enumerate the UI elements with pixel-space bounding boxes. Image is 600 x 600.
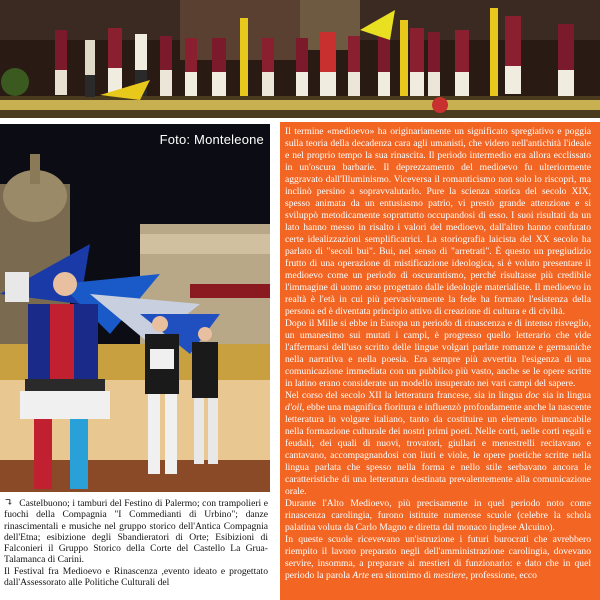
pointing-hand-icon: ↴	[4, 497, 14, 509]
photo-caption	[4, 498, 268, 588]
parade-photo-drawing	[0, 0, 600, 118]
article-box	[280, 122, 600, 600]
article-body	[285, 126, 591, 582]
flag-wavers-photo	[0, 124, 270, 492]
article-paragraph: Nel corso del secolo XII la letteratura francese, sia in lingua doc sia in lingua d'oil, ebbe una magnifica fioritura e influenzò profondamente anche la nascente letteratura in volgare italiano, tanto da costituire un elemento immancabile nella formazione culturale dei nostri primi poeti. Nelle corti, nelle corti regali e feudali, dei quali di nuovi, trovatori, giullari e menestrelli recitavano e cantavano, accompagnandosi con liuti e viole, le opere poetiche scritte nella lingua parlata che spesso nella forma e nello stile serbavano ancora le caratteristiche di una letteratura destinata prevalentemente alla comunicazione orale.	[285, 390, 591, 497]
caption-text-2: Il Festival fra Medioevo e Rinascenza ,evento ideato e progettato dall'Assessorato alle Politiche Culturali del	[4, 565, 268, 589]
caption-text: Castelbuono; i tamburi del Festino di Palermo; con trampolieri e fuochi della Compagnia "I Commedianti di Urbino"; danze rinascimentali e musiche nel gruppo storico dell'Antica Compagnia dell'Etna; esibizione degli Sbandieratori di Orte; Esibizioni di Falconieri il Gruppo Storico della Corte del Castello La Grua-Talamanca di Carini.	[4, 498, 268, 566]
top-photo	[0, 0, 600, 118]
flag-wavers-drawing	[0, 124, 270, 492]
article-paragraph: In queste scuole ricevevano un'istruzione i futuri burocrati che avrebbero riempito il lavoro preparato negli dell'amministrazione carolingia, dovevano servire, insomma, a preparare ai mestieri di funzionario: e dato che in quel periodo la parola Arte era sinonimo di mestiere, professione, ecco	[285, 534, 591, 581]
article-paragraph: Dopo il Mille si ebbe in Europa un periodo di rinascenza e di intenso risveglio, un umanesimo sui mutati i campi, è progresso quello letterario che vide l'affermarsi dell'uso scritto delle lingue volgari parlate romanze e germaniche nella narrativa e nella poesia. Era sempre più avvertita l'esigenza di una comunicazione immediata con un pubblico più vasto, anche se le opere scritte in latino erano considerate un modello insuperato nei vari campi del sapere.	[285, 318, 591, 389]
article-paragraph: Durante l'Alto Medioevo, più precisamente in quel periodo noto come rinascenza carolingia, furono istituite numerose scuole (celebre la schola palatina voluta da Carlo Magno e diretta dal monaco inglese Alcuino).	[285, 498, 591, 533]
photo-credit: Foto: Monteleone	[159, 132, 264, 147]
article-paragraph: Il termine «medioevo» ha originariamente un significato spregiativo e poggia sulla teoria della decadenza cara agli umanisti, che videro nell'antichità l'ideale e nel proprio tempo la sua rinascita. Il periodo intermedio era allora ecclissato in un'oscura barbarie. Il deprezzamento del medioevo fu ulteriormente aggravato dall'Illuminismo. Viceversa il romanticismo non solo lo riscoprì, ma inclinò persino a sopravvalutarlo. Pure la scienza storica del secolo XIX, spesso animata da un entusiasmo patrio, vi prestò grande attenzione e si sviluppò metodicamente soprattutto occupandosi di esso. I suoi risultati da un lato hanno messo in risalto i valori del medioevo, dall'altro hanno confutato certe idealizzazioni semplificatrici. La storiografia laicista del XX secolo ha parlato di "secoli bui". Bui, nel senso di "arretrati". È questo un pregiudizio frutto di una operazione di mistificazione ideologica, si è voluto presentare il medioevo come un periodo di oscurantismo, perché risultasse più credibile l'immagine di uomo arso progettato dalle ideologie materialiste. Il medioevo in realtà è l'età in cui più pervasivamente la fede ha formato l'esistenza della persona ed è diventata principio attivo di creazione di cultura e di civiltà.	[285, 126, 591, 317]
